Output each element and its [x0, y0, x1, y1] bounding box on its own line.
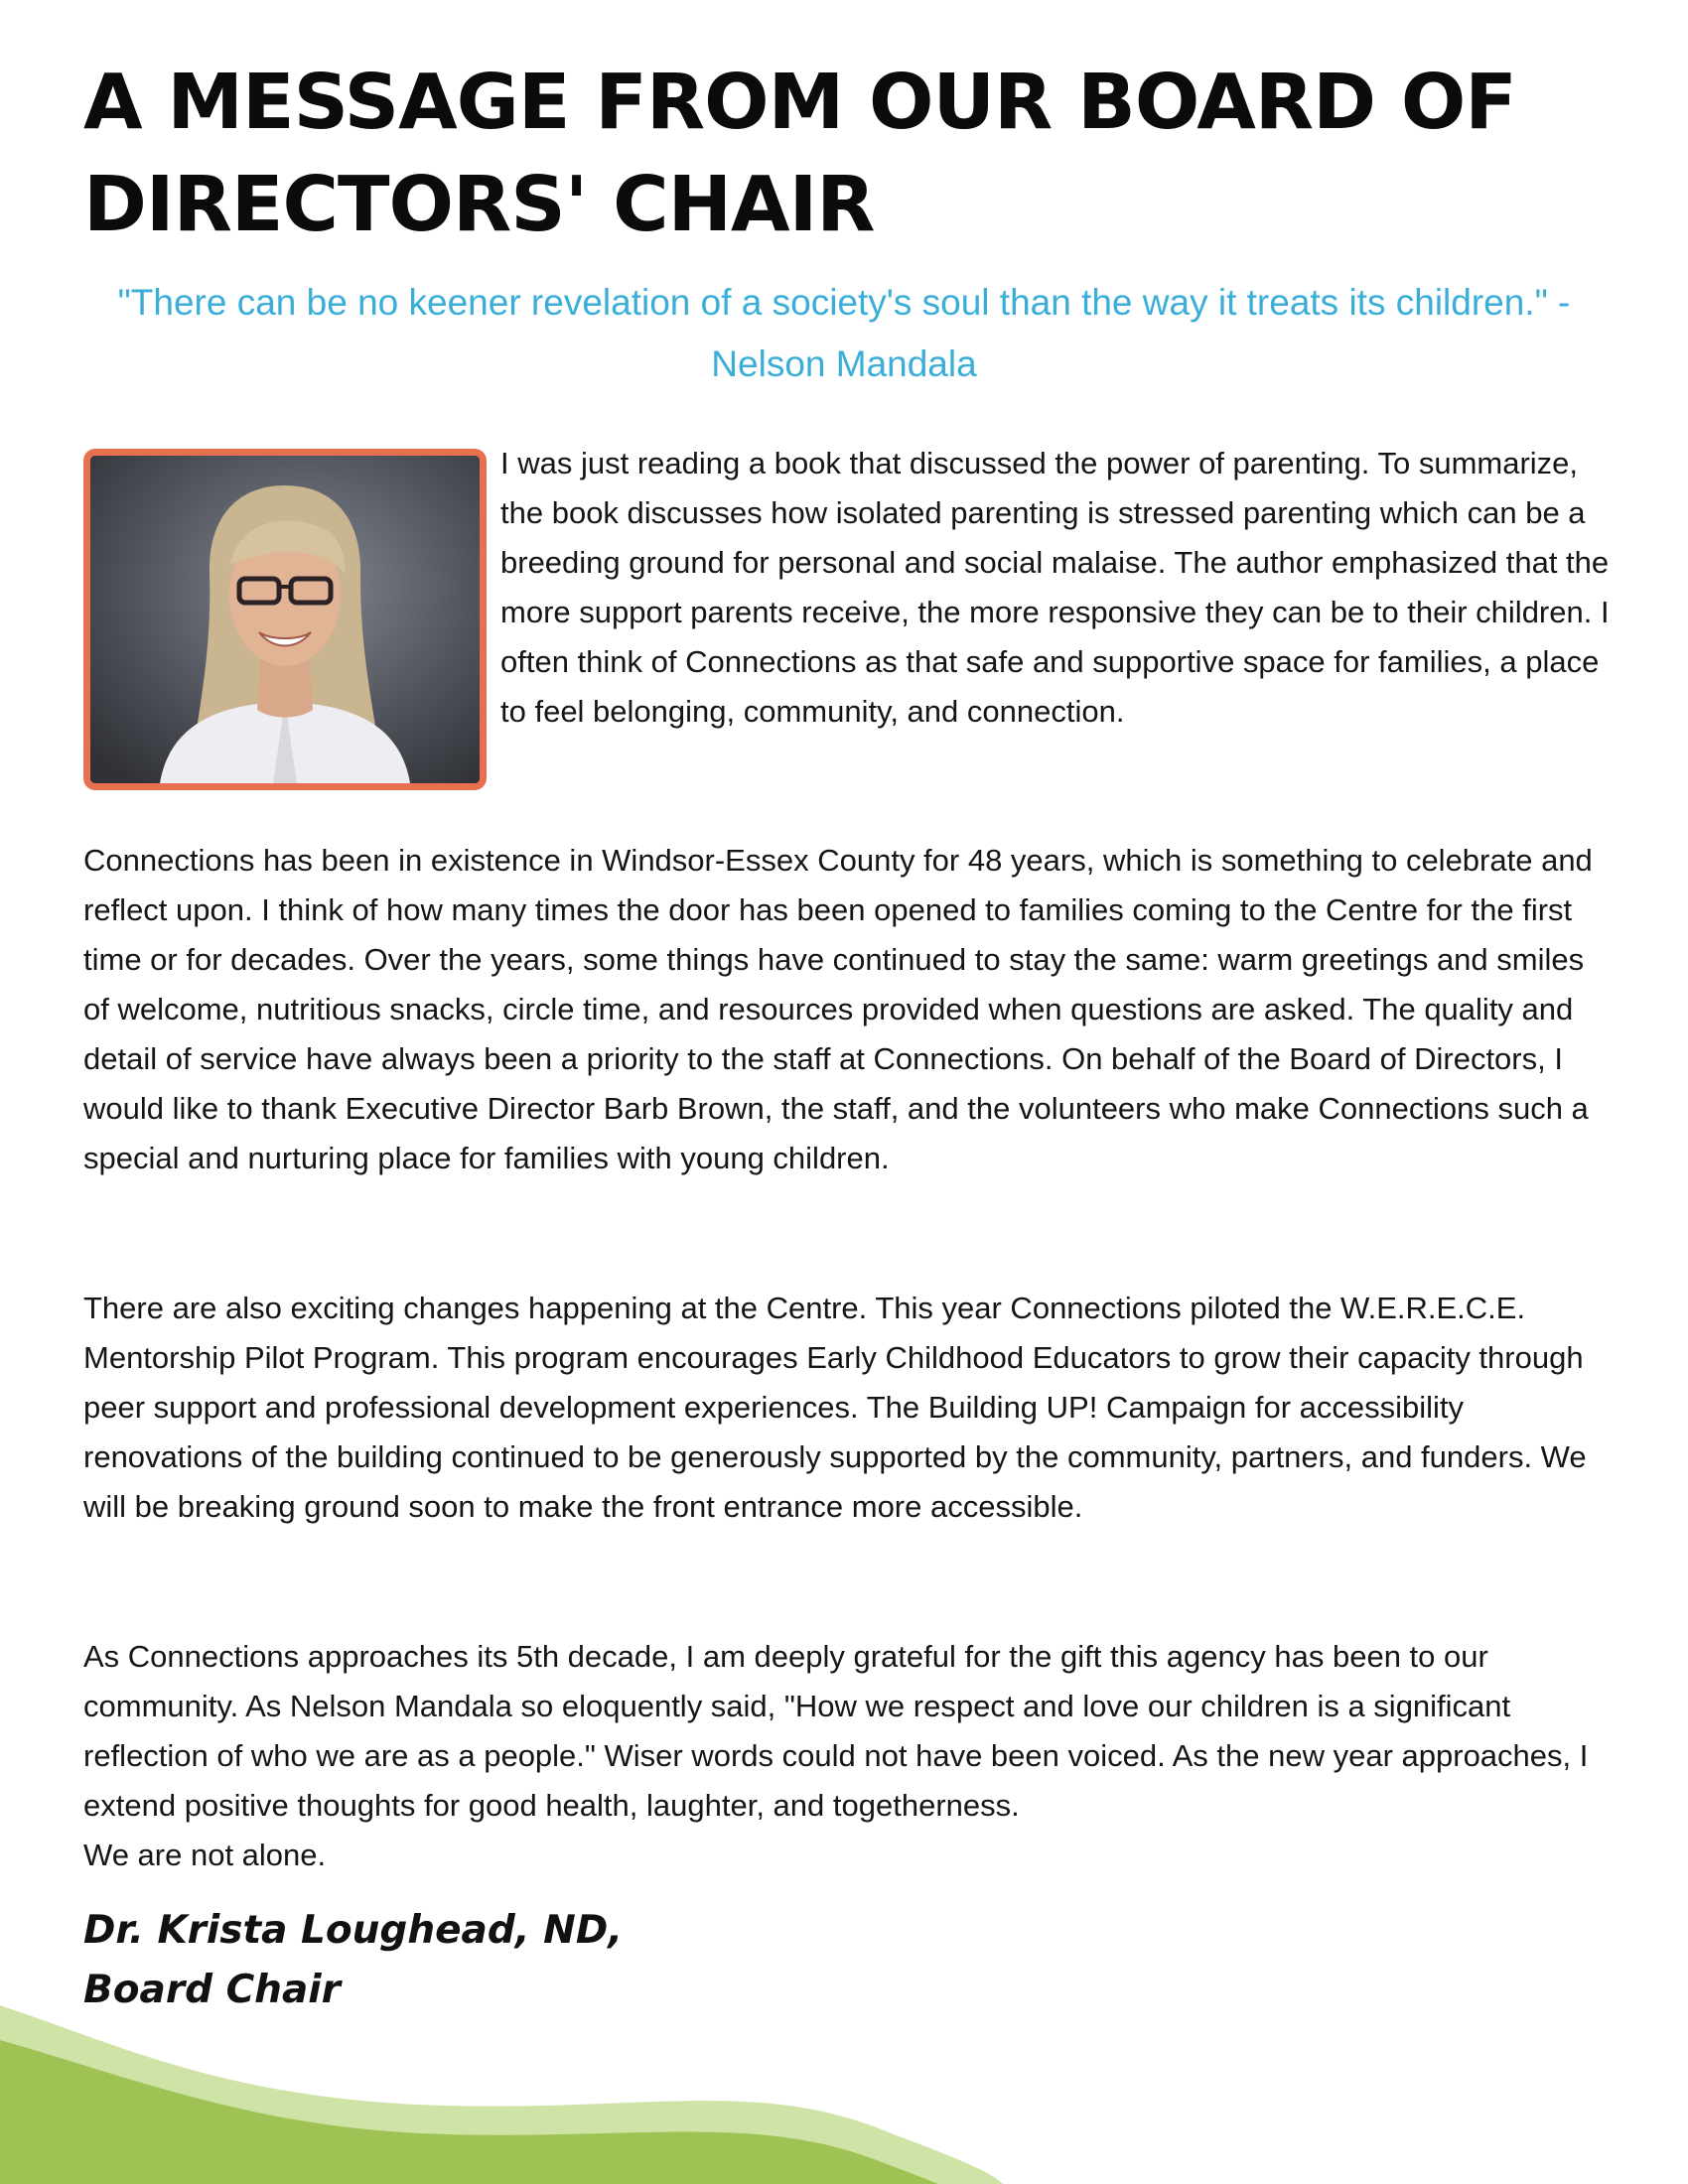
intro-paragraph: I was just reading a book that discussed the power of parenting. To summarize, the book discusses how isolated parenting is stressed parenting which can be a breeding ground for personal and social malaise. The author emphasized that the more support parents receive, the more responsive they can be to their children. I often think of Connections as that safe and supportive space for families, a place to feel belonging, community, and connection. [500, 446, 1610, 729]
signature-name: Dr. Krista Loughead, ND, [83, 1908, 624, 1953]
gratitude-paragraph [83, 1632, 1613, 1880]
page-title: A MESSAGE FROM OUR BOARD OF DIRECTORS' CHAIR [83, 59, 1516, 249]
closing-line: We are not alone. [83, 1838, 327, 1872]
changes-paragraph: There are also exciting changes happening at the Centre. This year Connections piloted the W.E.R.E.C.E. Mentorship Pilot Program. This program encourages Early Childhood Educators to grow their capacity through peer support and professional development experiences. The Building UP! Campaign for accessibility renovations of the building continued to be generously supported by the community, partners, and funders. We will be breaking ground soon to make the front entrance more accessible. [83, 1291, 1587, 1524]
history-paragraph: Connections has been in existence in Windsor-Essex County for 48 years, which is something to celebrate and reflect upon. I think of how many times the door has been opened to families coming to the Centre for the first time or for decades. Over the years, some things have continued to stay the same: warm greetings and smiles of welcome, nutritious snacks, circle time, and resources provided when questions are asked. The quality and detail of service have always been a priority to the staff at Connections. On behalf of the Board of Directors, I would like to thank Executive Director Barb Brown, the staff, and the volunteers who make Connections such a special and nurturing place for families with young children. [83, 843, 1593, 1175]
signature-role: Board Chair [83, 1968, 341, 2012]
gratitude-text: As Connections approaches its 5th decade, I am deeply grateful for the gift this agency has been to our community. As Nelson Mandala so eloquently said, "How we respect and love our children is a significant reflection of who we are as a people." Wiser words could not have been voiced. As the new year approaches, I extend positive thoughts for good health, laughter, and togetherness. [83, 1639, 1589, 1823]
pull-quote: "There can be no keener revelation of a society's soul than the way it treats its children." - Nelson Mandala [117, 282, 1571, 384]
footer-wave-decoration [0, 1985, 1688, 2184]
board-chair-photo [83, 449, 487, 790]
